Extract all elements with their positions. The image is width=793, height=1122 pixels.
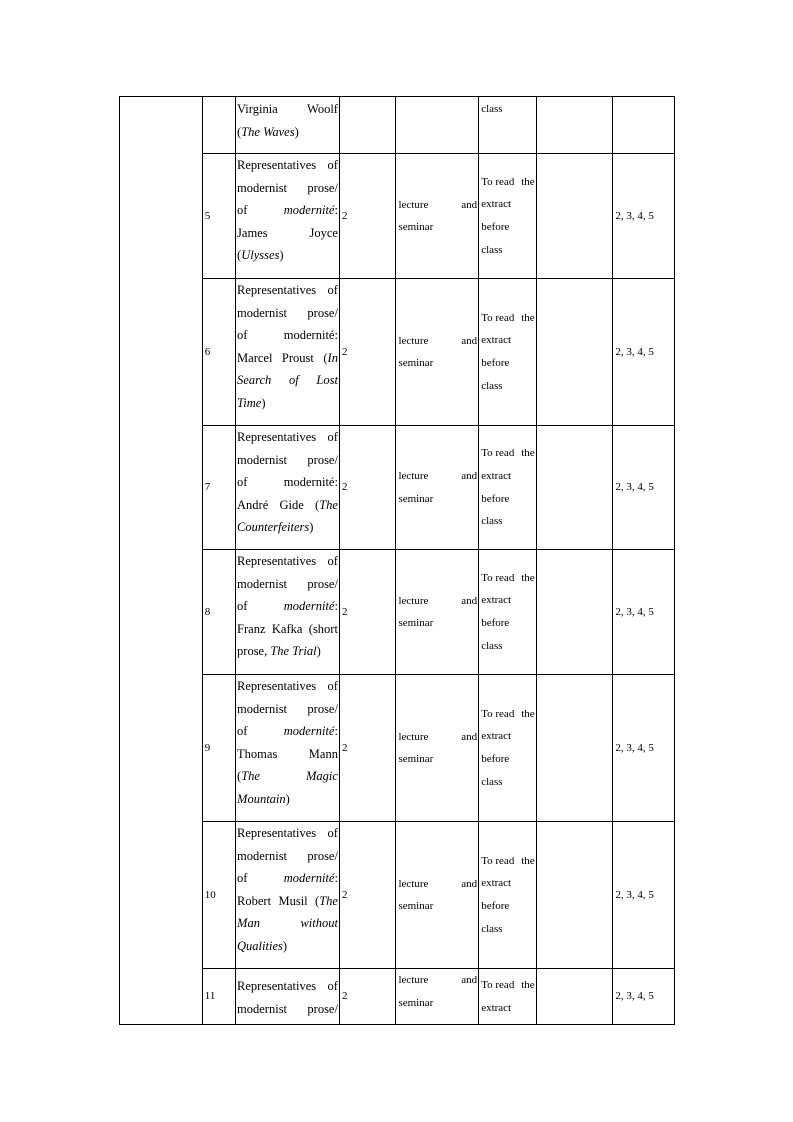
syllabus-table: [119, 96, 675, 1025]
notes-cell: [536, 822, 613, 969]
references-cell: 2, 3, 4, 5: [613, 675, 675, 822]
session-number-cell: [202, 97, 235, 154]
references-cell: 2, 3, 4, 5: [613, 426, 675, 550]
notes-cell: [536, 97, 613, 154]
topic-cell: Representatives of modernist prose/ of modernité: Robert Musil (The Man without Qualities): [236, 822, 340, 969]
task-cell: To read the extract: [479, 969, 537, 1025]
hours-cell: 2: [339, 675, 396, 822]
notes-cell: [536, 550, 613, 675]
references-cell: 2, 3, 4, 5: [613, 822, 675, 969]
hours-cell: 2: [339, 822, 396, 969]
topic-cell: Representatives of modernist prose/ of modernité: Thomas Mann (The Magic Mountain): [236, 675, 340, 822]
hours-cell: 2: [339, 154, 396, 279]
form-cell: lecture and seminar: [396, 969, 479, 1025]
session-number-cell: 7: [202, 426, 235, 550]
references-cell: 2, 3, 4, 5: [613, 279, 675, 426]
notes-cell: [536, 426, 613, 550]
notes-cell: [536, 154, 613, 279]
task-cell: To read the extract before class: [479, 279, 537, 426]
task-cell: To read the extract before class: [479, 154, 537, 279]
table-row: [120, 675, 675, 822]
topic-cell: Representatives of modernist prose/ of modernité: James Joyce (Ulysses): [236, 154, 340, 279]
session-number-cell: 11: [202, 969, 235, 1025]
notes-cell: [536, 969, 613, 1025]
task-cell: To read the extract before class: [479, 822, 537, 969]
form-cell: lecture and seminar: [396, 675, 479, 822]
table-row: [120, 426, 675, 550]
table-row: [120, 154, 675, 279]
form-cell: lecture and seminar: [396, 279, 479, 426]
topic-cell: Representatives of modernist prose/ of modernité: André Gide (The Counterfeiters): [236, 426, 340, 550]
notes-cell: [536, 279, 613, 426]
table-row: [120, 822, 675, 969]
session-number-cell: 9: [202, 675, 235, 822]
topic-cell: Representatives of modernist prose/ of modernité: Marcel Proust (In Search of Lost Time): [236, 279, 340, 426]
references-cell: 2, 3, 4, 5: [613, 154, 675, 279]
task-cell: class: [479, 97, 537, 154]
table-row: [120, 969, 675, 1025]
hours-cell: [339, 97, 396, 154]
references-cell: [613, 97, 675, 154]
session-number-cell: 8: [202, 550, 235, 675]
form-cell: lecture and seminar: [396, 550, 479, 675]
table-row: [120, 279, 675, 426]
session-number-cell: 10: [202, 822, 235, 969]
module-cell: [120, 97, 203, 1025]
references-cell: 2, 3, 4, 5: [613, 969, 675, 1025]
hours-cell: 2: [339, 550, 396, 675]
topic-cell: Representatives of modernist prose/: [236, 969, 340, 1025]
session-number-cell: 5: [202, 154, 235, 279]
topic-cell: Representatives of modernist prose/ of modernité: Franz Kafka (short prose, The Trial): [236, 550, 340, 675]
table-row: [120, 97, 675, 154]
task-cell: To read the extract before class: [479, 675, 537, 822]
task-cell: To read the extract before class: [479, 550, 537, 675]
topic-cell: Virginia Woolf (The Waves): [236, 97, 340, 154]
form-cell: lecture and seminar: [396, 154, 479, 279]
references-cell: 2, 3, 4, 5: [613, 550, 675, 675]
form-cell: [396, 97, 479, 154]
hours-cell: 2: [339, 279, 396, 426]
hours-cell: 2: [339, 969, 396, 1025]
form-cell: lecture and seminar: [396, 426, 479, 550]
hours-cell: 2: [339, 426, 396, 550]
form-cell: lecture and seminar: [396, 822, 479, 969]
table-row: [120, 550, 675, 675]
notes-cell: [536, 675, 613, 822]
task-cell: To read the extract before class: [479, 426, 537, 550]
session-number-cell: 6: [202, 279, 235, 426]
